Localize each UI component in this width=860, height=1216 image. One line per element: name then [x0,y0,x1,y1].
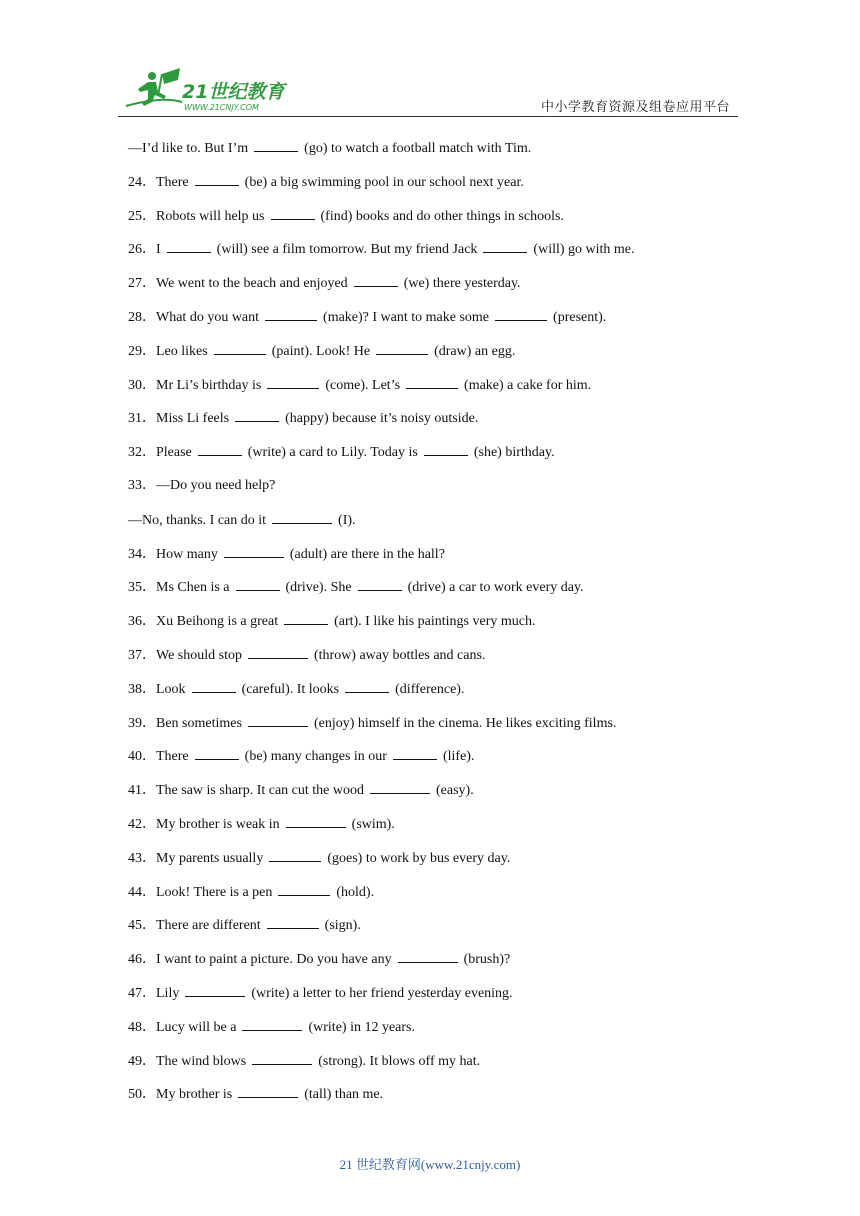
answer-blank[interactable] [286,814,346,828]
question-number: 24． [128,174,156,190]
hint-text: (draw) an egg. [434,343,516,359]
question-text: We went to the beach and enjoyed [156,276,348,292]
hint-text: (write) a card to Lily. Today is [247,445,418,461]
question-text: Mr Li’s birthday is [156,377,262,393]
answer-blank[interactable] [265,307,317,321]
question-number: 35． [128,580,156,596]
question-number: 41． [128,783,156,799]
hint-text: (sign). [324,918,361,934]
exercise-line [128,679,748,713]
exercise-line [128,273,748,307]
hint-text: (come). Let’s [325,377,401,393]
answer-blank[interactable] [236,577,280,591]
answer-blank[interactable] [393,746,437,760]
exercise-line [128,611,748,645]
question-text: —No, thanks. I can do it [128,512,267,528]
exercise-line [128,408,748,442]
exercise-line [128,544,748,578]
answer-blank[interactable] [224,544,284,558]
question-text: Lily [156,985,180,1001]
page-header [118,66,738,117]
exercise-line [128,1017,748,1051]
question-text: Look [156,681,186,697]
hint-text: (drive) a car to work every day. [407,580,584,596]
question-number: 38． [128,681,156,697]
answer-blank[interactable] [238,1084,298,1098]
question-text: I [156,242,161,258]
answer-blank[interactable] [267,375,319,389]
hint-text: (goes) to work by bus every day. [327,850,511,866]
exercise-line [128,645,748,679]
question-number: 33． [128,477,156,493]
question-number: 44． [128,884,156,900]
question-number: 40． [128,749,156,765]
question-text: Xu Beihong is a great [156,614,279,630]
question-text: My brother is weak in [156,816,280,832]
hint-text: (write) a letter to her friend yesterday evening. [251,985,513,1001]
answer-blank[interactable] [278,882,330,896]
answer-blank[interactable] [248,713,308,727]
hint-text: (I). [338,512,356,528]
hint-text: (we) there yesterday. [403,276,521,292]
hint-text: (write) in 12 years. [308,1019,416,1035]
question-text: I want to paint a picture. Do you have any [156,952,392,968]
hint-text: (swim). [351,816,395,832]
answer-blank[interactable] [254,138,298,152]
answer-blank[interactable] [267,915,319,929]
brand-logo [122,66,292,114]
answer-blank[interactable] [272,510,332,524]
question-text: My brother is [156,1087,233,1103]
hint-text: (adult) are there in the hall? [289,546,445,562]
answer-blank[interactable] [195,746,239,760]
question-number: 32． [128,445,156,461]
question-number: 39． [128,715,156,731]
exercise-line [128,1084,748,1118]
exercise-line [128,341,748,375]
hint-text: (find) books and do other things in schools. [320,208,564,224]
answer-blank[interactable] [248,645,308,659]
exercise-line [128,848,748,882]
answer-blank[interactable] [483,239,527,253]
question-text: Lucy will be a [156,1019,237,1035]
answer-blank[interactable] [195,172,239,186]
exercise-line [128,138,748,172]
question-number: 49． [128,1053,156,1069]
exercise-line [128,713,748,747]
answer-blank[interactable] [406,375,458,389]
hint-text: (brush)? [463,952,511,968]
hint-text: (will) go with me. [533,242,635,258]
question-text: My parents usually [156,850,264,866]
answer-blank[interactable] [185,983,245,997]
answer-blank[interactable] [214,341,266,355]
question-text: The wind blows [156,1053,247,1069]
answer-blank[interactable] [354,273,398,287]
exercise-line [128,882,748,916]
exercise-line [128,915,748,949]
exercise-line [128,1051,748,1085]
hint-text: (she) birthday. [473,445,555,461]
question-number: 36． [128,614,156,630]
question-text: Leo likes [156,343,208,359]
question-text: There [156,749,189,765]
exercise-line [128,780,748,814]
hint-text: (art). I like his paintings very much. [334,614,536,630]
question-number: 27． [128,276,156,292]
answer-blank[interactable] [269,848,321,862]
answer-blank[interactable] [424,442,468,456]
question-text: Please [156,445,192,461]
question-number: 34． [128,546,156,562]
hint-text: (make)? I want to make some [323,309,490,325]
hint-text: (make) a cake for him. [464,377,592,393]
question-number: 26． [128,242,156,258]
question-text: The saw is sharp. It can cut the wood [156,783,364,799]
hint-text: (throw) away bottles and cans. [313,647,486,663]
hint-text: (go) to watch a football match with Tim. [304,141,532,156]
svg-text:21世纪教育: 21世纪教育 [182,81,285,103]
exercise-line [128,476,748,510]
exercise-line [128,577,748,611]
svg-text:WWW.21CNJY.COM: WWW.21CNJY.COM [184,103,259,112]
exercise-line [128,307,748,341]
header-platform-text: 中小学教育资源及组卷应用平台 [540,100,730,115]
exercise-line [128,814,748,848]
exercise-line [128,510,748,544]
hint-text: (enjoy) himself in the cinema. He likes exciting films. [313,715,617,731]
question-number: 45． [128,918,156,934]
question-text: What do you want [156,309,260,325]
hint-text: (drive). She [285,580,352,596]
question-number: 28． [128,309,156,325]
question-number: 46． [128,952,156,968]
answer-blank[interactable] [192,679,236,693]
question-text: Miss Li feels [156,411,230,427]
answer-blank[interactable] [242,1017,302,1031]
question-text: There are different [156,918,261,934]
question-text: There [156,174,189,190]
answer-blank[interactable] [370,780,430,794]
question-number: 25． [128,208,156,224]
hint-text: (will) see a film tomorrow. But my friend Jack [216,242,478,258]
hint-text: (paint). Look! He [271,343,371,359]
hint-text: (easy). [436,783,474,799]
question-number: 37． [128,647,156,663]
question-number: 30． [128,377,156,393]
answer-blank[interactable] [252,1051,312,1065]
question-text: —Do you need help? [156,477,276,493]
question-text: How many [156,546,218,562]
question-text: —I’d like to. But I’m [128,141,249,156]
answer-blank[interactable] [358,577,402,591]
hint-text: (tall) than me. [304,1087,384,1103]
hint-text: (life). [442,749,475,765]
answer-blank[interactable] [235,408,279,422]
hint-text: (careful). It looks [241,681,340,697]
hint-text: (be) many changes in our [244,749,387,765]
answer-blank[interactable] [198,442,242,456]
answer-blank[interactable] [345,679,389,693]
question-number: 29． [128,343,156,359]
hint-text: (difference). [395,681,465,697]
exercise-list [128,138,748,1118]
exercise-line [128,239,748,273]
exercise-line [128,442,748,476]
exercise-line [128,172,748,206]
page-footer: 21 世纪教育网(www.21cnjy.com) [339,1157,521,1172]
exercise-line [128,983,748,1017]
exercise-line [128,746,748,780]
question-number: 43． [128,850,156,866]
hint-text: (happy) because it’s noisy outside. [285,411,479,427]
question-number: 48． [128,1019,156,1035]
question-text: We should stop [156,647,242,663]
question-number: 47． [128,985,156,1001]
answer-blank[interactable] [284,611,328,625]
hint-text: (strong). It blows off my hat. [318,1053,481,1069]
question-number: 42． [128,816,156,832]
question-text: Ms Chen is a [156,580,230,596]
exercise-line [128,949,748,983]
hint-text: (present). [553,309,607,325]
answer-blank[interactable] [271,206,315,220]
answer-blank[interactable] [376,341,428,355]
question-number: 31． [128,411,156,427]
answer-blank[interactable] [495,307,547,321]
hint-text: (be) a big swimming pool in our school next year. [244,174,524,190]
exercise-line [128,206,748,240]
exercise-line [128,375,748,409]
question-text: Ben sometimes [156,715,242,731]
answer-blank[interactable] [167,239,211,253]
question-text: Robots will help us [156,208,265,224]
answer-blank[interactable] [398,949,458,963]
question-text: Look! There is a pen [156,884,273,900]
question-number: 50． [128,1087,156,1103]
hint-text: (hold). [336,884,375,900]
